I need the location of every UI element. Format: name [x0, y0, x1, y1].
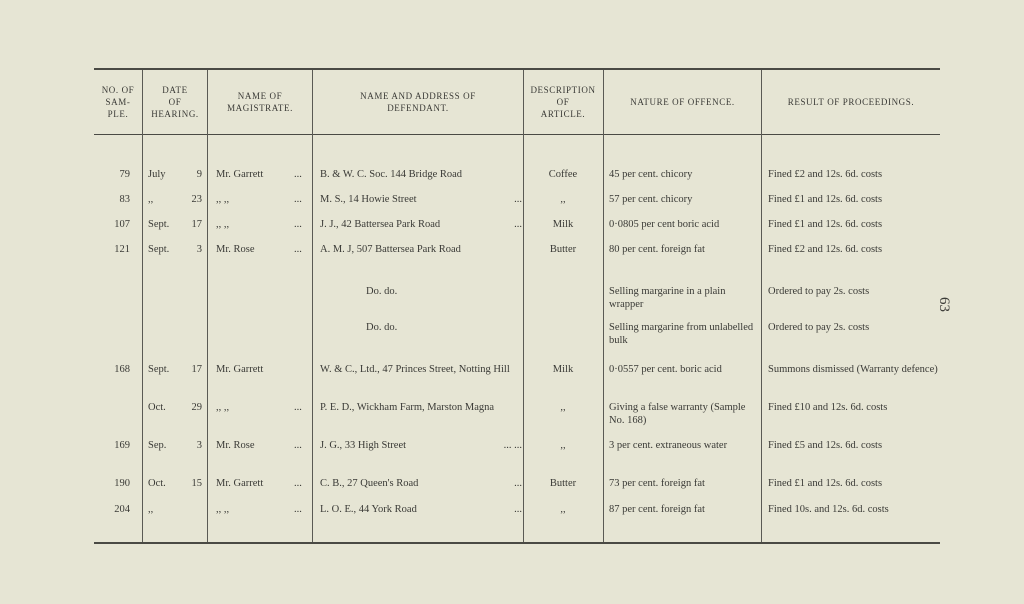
article-description: ,,: [560, 440, 566, 451]
defendant-name-address: J. J., 42 Battersea Park Road: [320, 219, 441, 230]
top-rule: [94, 68, 940, 70]
column-divider: [312, 70, 313, 542]
article-description: Milk: [552, 364, 574, 375]
sample-number: 204: [114, 504, 130, 515]
magistrate-name: Mr. Garrett: [216, 478, 264, 489]
header-offence: NATURE OF OFFENCE.: [630, 97, 735, 107]
hearing-day: 17: [191, 219, 202, 230]
proceedings-result: Ordered to pay 2s. costs: [768, 286, 870, 297]
column-divider: [142, 70, 143, 542]
article-description: ,,: [560, 194, 566, 205]
magistrate-name: Mr. Garrett: [216, 364, 264, 375]
offence-nature: 0·0557 per cent. boric acid: [609, 364, 722, 375]
header-magistrate: NAME OF MAGISTRATE.: [227, 91, 293, 113]
header-article: DESCRIPTION OF ARTICLE.: [530, 85, 596, 119]
defendant-name-address: P. E. D., Wickham Farm, Marston Magna: [320, 402, 495, 413]
magistrate-dots: ...: [294, 169, 302, 180]
magistrate-name: Mr. Rose: [216, 244, 255, 255]
defendant-dots: ...: [514, 478, 522, 489]
proceedings-result: Fined £1 and 12s. 6d. costs: [768, 194, 883, 205]
column-divider: [207, 70, 208, 542]
article-description: Coffee: [548, 169, 578, 180]
hearing-day: 17: [191, 364, 202, 375]
hearing-day: 3: [196, 244, 202, 255]
hearing-month: ,,: [148, 194, 154, 205]
offence-nature: Selling margarine from unlabelled bulk: [609, 322, 754, 346]
hearing-month: Oct.: [148, 478, 166, 489]
proceedings-result: Fined £1 and 12s. 6d. costs: [768, 478, 883, 489]
article-description: Milk: [552, 219, 574, 230]
offence-nature: 3 per cent. extraneous water: [609, 440, 728, 451]
hearing-month: July: [148, 169, 166, 180]
proceedings-result: Fined £10 and 12s. 6d. costs: [768, 402, 888, 413]
sample-number: 107: [114, 219, 130, 230]
offence-nature: 45 per cent. chicory: [609, 169, 693, 180]
hearing-day: 9: [196, 169, 202, 180]
defendant-name-address: A. M. J, 507 Battersea Park Road: [320, 244, 461, 255]
sample-number: 79: [119, 169, 130, 180]
offence-nature: 80 per cent. foreign fat: [609, 244, 705, 255]
proceedings-result: Summons dismissed (Warranty defence): [768, 364, 938, 375]
magistrate-name: ,, ,,: [216, 219, 230, 230]
magistrate-dots: ...: [294, 478, 302, 489]
offence-nature: 0·0805 per cent boric acid: [609, 219, 720, 230]
proceedings-result: Fined £2 and 12s. 6d. costs: [768, 244, 883, 255]
hearing-month: Sep.: [148, 440, 167, 451]
proceedings-result: Fined £1 and 12s. 6d. costs: [768, 219, 883, 230]
magistrate-dots: ...: [294, 194, 302, 205]
page-number: 63: [936, 297, 952, 312]
article-description: ,,: [560, 402, 566, 413]
article-description: ,,: [560, 504, 566, 515]
offence-nature: 57 per cent. chicory: [609, 194, 693, 205]
magistrate-name: ,, ,,: [216, 194, 230, 205]
defendant-name-address: L. O. E., 44 York Road: [320, 504, 417, 515]
defendant-dots: ...: [514, 219, 522, 230]
proceedings-result: Fined £5 and 12s. 6d. costs: [768, 440, 883, 451]
article-description: Butter: [549, 244, 577, 255]
sample-number: 190: [114, 478, 130, 489]
header-date: DATE OF HEARING.: [151, 85, 199, 119]
hearing-month: Sept.: [148, 364, 170, 375]
column-divider: [523, 70, 524, 542]
hearing-day: 23: [191, 194, 202, 205]
magistrate-dots: ...: [294, 402, 302, 413]
magistrate-dots: ...: [294, 504, 302, 515]
sample-number: 169: [114, 440, 130, 451]
hearing-day: 29: [191, 402, 202, 413]
proceedings-result: Fined 10s. and 12s. 6d. costs: [768, 504, 889, 515]
defendant-name-address: Do. do.: [366, 286, 398, 297]
header-defendant: NAME AND ADDRESS OF DEFENDANT.: [360, 91, 476, 113]
hearing-day: 15: [191, 478, 202, 489]
hearing-month: ,,: [148, 504, 154, 515]
defendant-dots: ...: [514, 504, 522, 515]
offence-nature: Giving a false warranty (Sample No. 168): [609, 402, 746, 426]
magistrate-name: Mr. Garrett: [216, 169, 264, 180]
defendant-dots: ... ...: [503, 440, 522, 451]
defendant-name-address: J. G., 33 High Street: [320, 440, 407, 451]
sample-number: 83: [119, 194, 130, 205]
magistrate-dots: ...: [294, 244, 302, 255]
header-sample-no: NO. OF SAM- PLE.: [101, 85, 135, 119]
defendant-name-address: Do. do.: [366, 322, 398, 333]
proceedings-result: Fined £2 and 12s. 6d. costs: [768, 169, 883, 180]
header-result: RESULT OF PROCEEDINGS.: [787, 97, 915, 107]
defendant-name-address: M. S., 14 Howie Street: [320, 194, 417, 205]
magistrate-name: ,, ,,: [216, 402, 230, 413]
magistrate-dots: ...: [294, 440, 302, 451]
hearing-month: Sept.: [148, 219, 170, 230]
sample-number: 168: [114, 364, 130, 375]
hearing-month: Oct.: [148, 402, 166, 413]
column-divider: [761, 70, 762, 542]
magistrate-dots: ...: [294, 219, 302, 230]
defendant-name-address: C. B., 27 Queen's Road: [320, 478, 419, 489]
offence-nature: 73 per cent. foreign fat: [609, 478, 705, 489]
offence-nature: 87 per cent. foreign fat: [609, 504, 705, 515]
magistrate-name: Mr. Rose: [216, 440, 255, 451]
magistrate-name: ,, ,,: [216, 504, 230, 515]
proceedings-result: Ordered to pay 2s. costs: [768, 322, 870, 333]
hearing-day: 3: [196, 440, 202, 451]
defendant-dots: ...: [514, 194, 522, 205]
defendant-name-address: W. & C., Ltd., 47 Princes Street, Notting Hill: [320, 364, 510, 375]
offence-nature: Selling margarine in a plain wrapper: [609, 286, 726, 310]
header-rule: [94, 134, 940, 135]
defendant-name-address: B. & W. C. Soc. 144 Bridge Road: [320, 169, 463, 180]
bottom-rule: [94, 542, 940, 544]
column-divider: [603, 70, 604, 542]
sample-number: 121: [114, 244, 130, 255]
hearing-month: Sept.: [148, 244, 170, 255]
article-description: Butter: [549, 478, 577, 489]
